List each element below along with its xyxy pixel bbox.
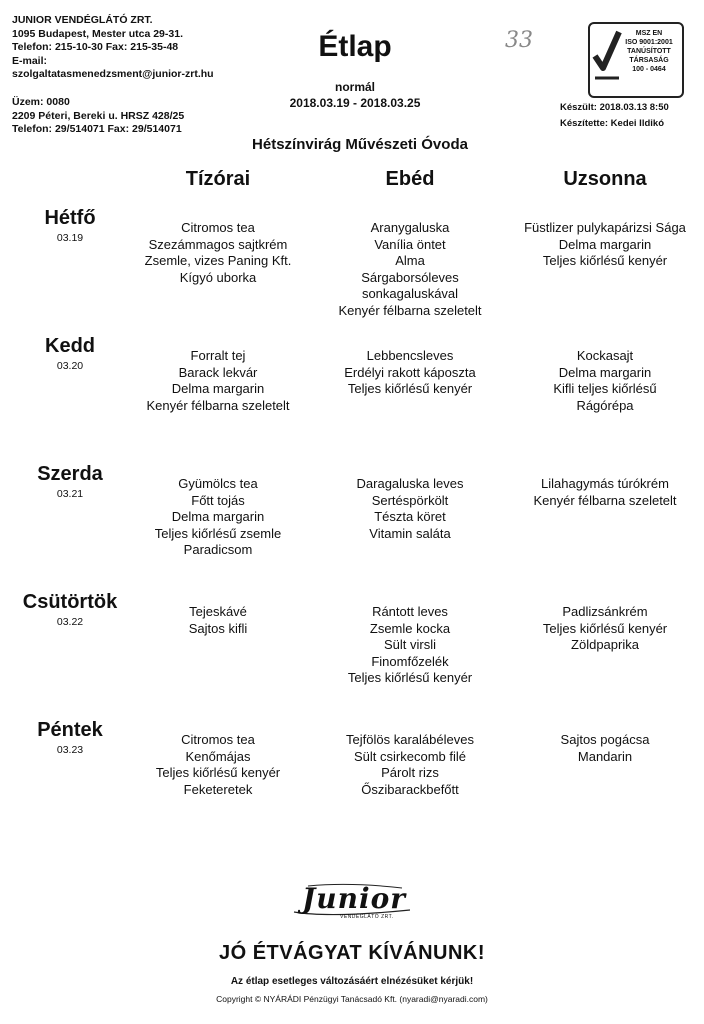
menu-item: Tészta köret <box>374 509 446 524</box>
day-name: Hétfő <box>44 207 96 229</box>
company-email-label: E-mail: <box>12 54 48 67</box>
change-notice: Az étlap esetleges változásáért elnézésüket kérjük! <box>230 976 474 987</box>
menu-item: Delma margarin <box>558 236 652 252</box>
menu-cell-morning <box>108 220 328 286</box>
iso-certificate-stamp <box>588 22 684 98</box>
menu-item: Kifli teljes kiőrlésű <box>553 381 657 396</box>
menu-item: Alma <box>395 253 425 268</box>
date-range: 2018.03.19 - 2018.03.25 <box>289 96 421 110</box>
certificate-line: TANÚSÍTOTT <box>627 48 671 55</box>
plant-phone-fax: Telefon: 29/514071 Fax: 29/514071 <box>12 123 182 135</box>
day-name: Csütörtök <box>22 591 118 613</box>
company-name: JUNIOR VENDÉGLÁTÓ ZRT. <box>12 14 153 26</box>
menu-cell-morning <box>108 476 328 559</box>
menu-item: Kenyér félbarna szeletelt <box>533 492 677 508</box>
menu-item: Citromos tea <box>181 220 255 235</box>
menu-item: Zsemle, vizes Paning Kft. <box>144 253 292 268</box>
closing-message: JÓ ÉTVÁGYAT KÍVÁNUNK! <box>218 942 486 964</box>
handwritten-note: 33 <box>505 28 533 53</box>
menu-item: Delma margarin <box>558 364 652 380</box>
menu-item: Teljes kiőrlésű kenyér <box>155 765 281 780</box>
created-by: Készítette: Kedei Ildikó <box>560 118 664 129</box>
day-date: 03.23 <box>56 744 84 756</box>
menu-item: Teljes kiőrlésű kenyér <box>542 253 668 268</box>
copyright: Copyright © NYÁRÁDI Pénzügyi Tanácsadó Kft. (nyaradi@nyaradi.com) <box>216 994 488 1004</box>
certificate-text <box>618 29 680 74</box>
menu-cell-lunch <box>300 220 520 319</box>
menu-item: Sült csirkecomb filé <box>354 748 466 764</box>
menu-item: Gyümölcs tea <box>178 476 258 491</box>
menu-item: Paradicsom <box>183 542 253 557</box>
menu-item: Daragaluska leves <box>356 476 464 491</box>
company-address: 1095 Budapest, Mester utca 29-31. <box>12 27 183 40</box>
day-date: 03.22 <box>56 616 84 628</box>
menu-item: Rántott leves <box>372 604 448 619</box>
menu-cell-morning <box>108 732 328 798</box>
menu-item: Tejeskávé <box>189 604 247 619</box>
menu-item: Forralt tej <box>190 348 246 363</box>
menu-item: Sült virsli <box>383 637 436 652</box>
menu-cell-lunch <box>300 604 520 687</box>
menu-item: Szezámmagos sajtkrém <box>148 236 288 252</box>
menu-item: Kígyó uborka <box>179 269 257 285</box>
menu-cell-afternoon <box>495 220 704 270</box>
column-header-morning: Tízórai <box>185 168 251 190</box>
menu-item: Delma margarin <box>171 509 265 524</box>
menu-cell-afternoon <box>495 604 704 654</box>
menu-item: Aranygaluska <box>370 220 450 235</box>
plant-address: 2209 Péteri, Bereki u. HRSZ 428/25 <box>12 109 185 122</box>
menu-item: Főtt tojás <box>191 492 245 508</box>
menu-item: Zöldpaprika <box>571 637 639 652</box>
menu-cell-afternoon <box>495 732 704 765</box>
menu-item: Kenyér félbarna szeletelt <box>146 397 290 413</box>
column-header-afternoon: Uzsonna <box>563 168 647 190</box>
menu-item: Padlizsánkrém <box>562 604 648 619</box>
menu-cell-afternoon <box>495 348 704 414</box>
menu-cell-lunch <box>300 732 520 798</box>
day-date: 03.19 <box>56 232 84 244</box>
plant-info <box>12 96 184 137</box>
menu-item: Párolt rizs <box>381 765 439 780</box>
menu-item: sonkagaluskával <box>361 286 459 301</box>
menu-item: Vitamin saláta <box>369 525 451 541</box>
certificate-line: 100 - 0464 <box>632 66 666 73</box>
certificate-line: TÁRSASÁG <box>629 57 669 64</box>
certificate-line: MSZ EN <box>635 30 663 37</box>
logo-subtitle: VENDÉGLÁTÓ ZRT. <box>340 914 394 920</box>
certificate-line: ISO 9001:2001 <box>625 39 673 46</box>
menu-item: Füstlizer pulykapárizsi Sága <box>524 220 686 235</box>
day-date: 03.21 <box>56 488 84 500</box>
menu-item: Erdélyi rakott káposzta <box>344 364 476 380</box>
menu-item: Finomfőzelék <box>371 653 449 669</box>
day-name: Szerda <box>37 463 103 485</box>
menu-type: normál <box>334 80 375 94</box>
menu-cell-morning <box>108 604 328 637</box>
menu-item: Rágórépa <box>576 397 634 413</box>
menu-cell-afternoon <box>495 476 704 509</box>
column-header-lunch: Ebéd <box>385 168 435 190</box>
company-email: szolgaltatasmenedzsment@junior-zrt.hu <box>12 68 214 80</box>
menu-item: Őszibarackbefőtt <box>361 781 459 797</box>
menu-item: Barack lekvár <box>178 364 258 380</box>
menu-item: Teljes kiőrlésű kenyér <box>347 381 473 396</box>
day-name: Kedd <box>45 335 95 357</box>
menu-cell-lunch <box>300 348 520 398</box>
day-date: 03.20 <box>56 360 84 372</box>
menu-cell-lunch <box>300 476 520 542</box>
menu-item: Tejfölös karalábéleves <box>346 732 474 747</box>
menu-item: Sárgaborsóleves <box>361 269 459 285</box>
logo-wordmark: Junior <box>302 882 407 915</box>
menu-item: Teljes kiőrlésű kenyér <box>347 670 473 685</box>
company-phone-fax: Telefon: 215-10-30 Fax: 215-35-48 <box>12 41 179 53</box>
menu-item: Teljes kiőrlésű kenyér <box>542 620 668 636</box>
menu-item: Sajtos kifli <box>188 620 248 636</box>
menu-item: Kenyér félbarna szeletelt <box>338 302 482 318</box>
menu-item: Sajtos pogácsa <box>560 732 650 747</box>
menu-item: Teljes kiőrlésű zsemle <box>154 525 282 541</box>
menu-cell-morning <box>108 348 328 414</box>
menu-item: Citromos tea <box>181 732 255 747</box>
page-title: Étlap <box>318 30 392 63</box>
menu-item: Vanília öntet <box>374 236 446 252</box>
menu-item: Lebbencsleves <box>366 348 454 363</box>
creation-info <box>560 100 669 132</box>
menu-item: Feketeretek <box>183 781 253 797</box>
school-name: Hétszínvirág Művészeti Óvoda <box>252 136 468 153</box>
junior-logo <box>290 882 414 922</box>
menu-item: Zsemle kocka <box>369 620 451 636</box>
menu-item: Delma margarin <box>171 381 265 396</box>
day-name: Péntek <box>37 719 103 741</box>
plant-unit: Üzem: 0080 <box>12 96 70 108</box>
menu-item: Lilahagymás túrókrém <box>541 476 669 491</box>
menu-item: Mandarin <box>577 748 633 764</box>
created-date: Készült: 2018.03.13 8:50 <box>560 102 669 113</box>
company-info <box>12 14 214 82</box>
menu-item: Kenőmájas <box>185 748 251 764</box>
menu-item: Kockasajt <box>576 348 634 363</box>
menu-item: Sertéspörkölt <box>371 492 449 508</box>
